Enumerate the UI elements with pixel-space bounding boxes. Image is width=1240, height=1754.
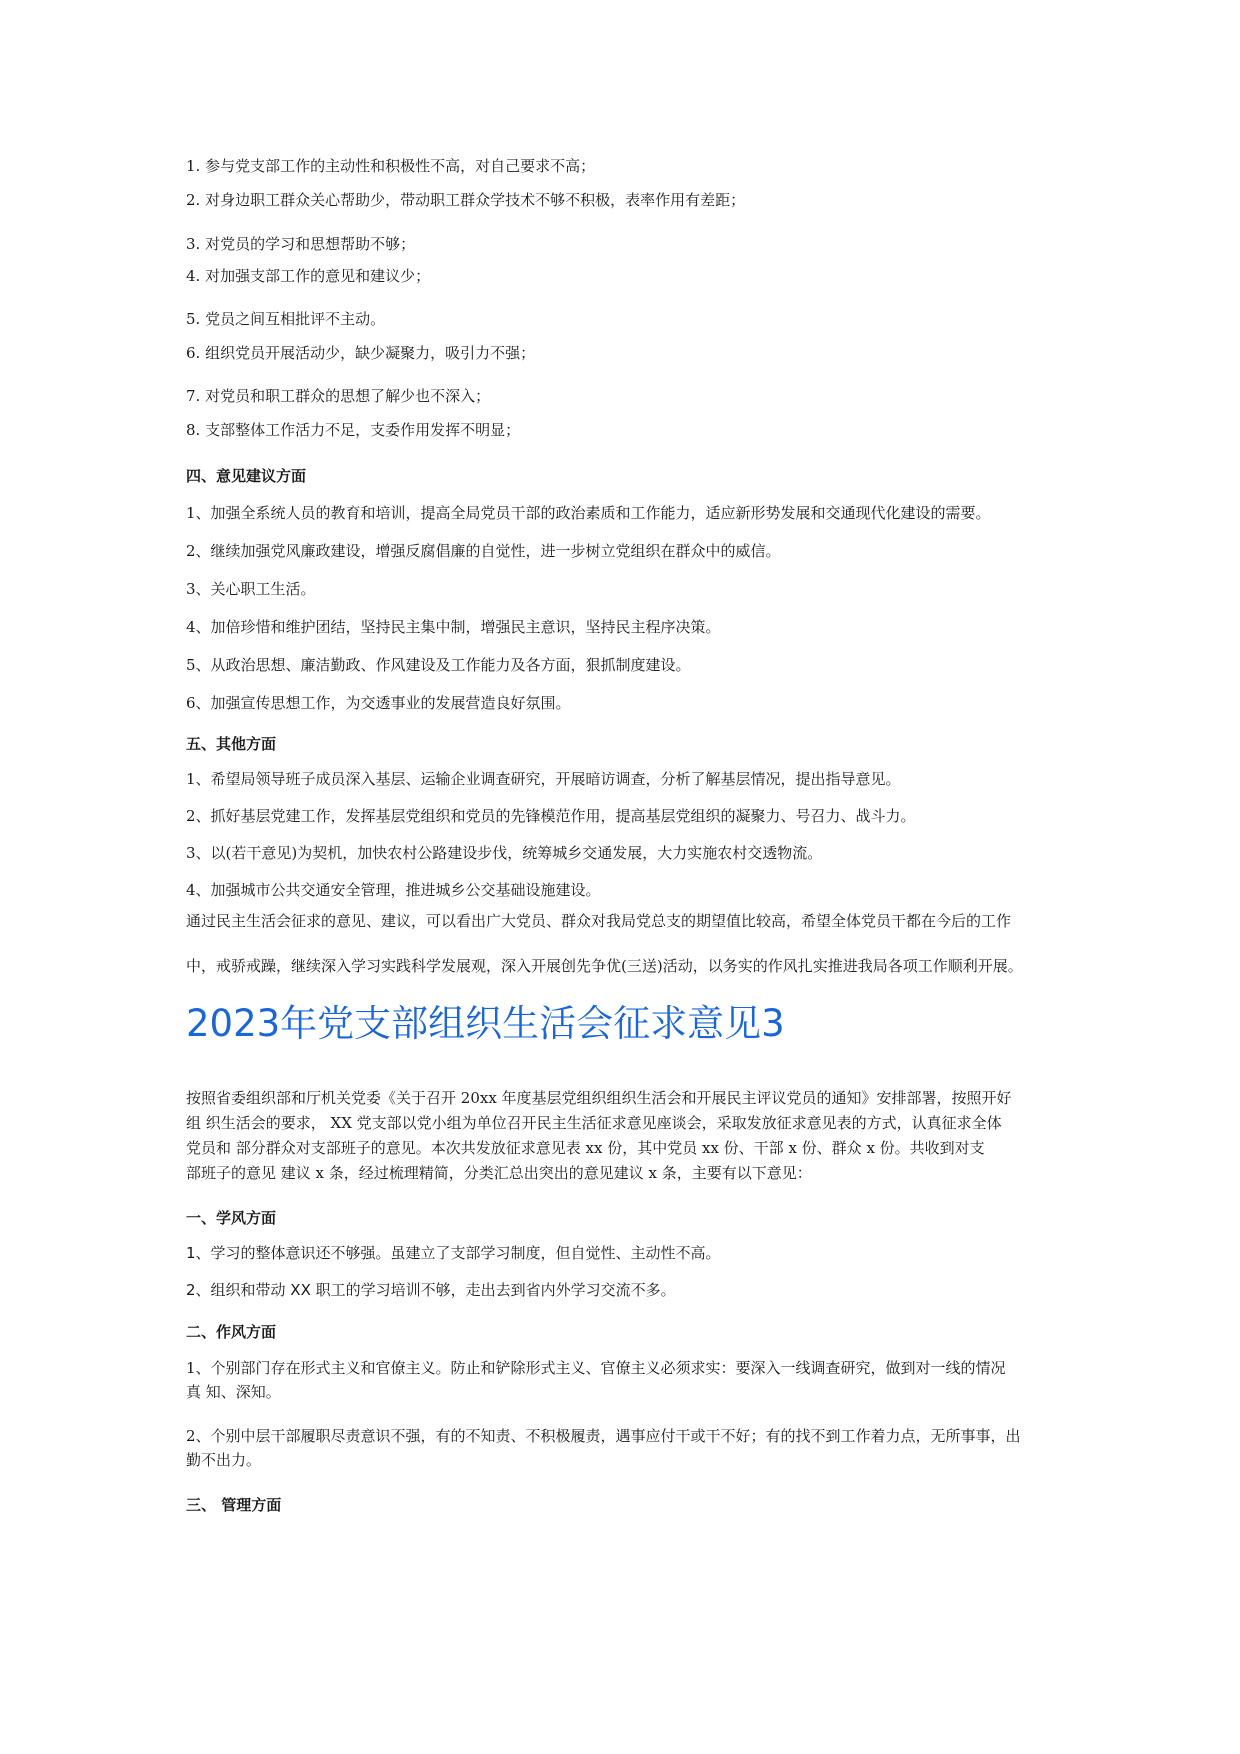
list-item: 5、从政治思想、廉洁勤政、作风建设及工作能力及各方面，狠抓制度建设。: [186, 656, 691, 674]
list-item: 7. 对党员和职工群众的思想了解少也不深入；: [186, 387, 491, 405]
section-heading: 二、作风方面: [186, 1323, 277, 1341]
section-heading: 三、 管理方面: [186, 1496, 282, 1514]
section-heading: 四、意见建议方面: [186, 467, 307, 485]
list-item: 5. 党员之间互相批评不主动。: [186, 310, 386, 328]
list-item: 2、组织和带动 XX 职工的学习培训不够，走出去到省内外学习交流不多。: [186, 1281, 676, 1299]
list-item: 6. 组织党员开展活动少，缺少凝聚力，吸引力不强；: [186, 344, 536, 362]
section-heading: 五、其他方面: [186, 735, 277, 753]
list-item: 1、希望局领导班子成员深入基层、运输企业调查研究，开展暗访调查，分析了解基层情况，提出指导意见。: [186, 770, 901, 788]
list-item: 3、以(若干意见)为契机，加快农村公路建设步伐，统筹城乡交通发展，大力实施农村交透物流。: [186, 844, 823, 862]
list-item: 3. 对党员的学习和思想帮助不够；: [186, 235, 416, 253]
list-item: 3、关心职工生活。: [186, 580, 316, 598]
paragraph-line: 组 织生活会的要求， XX 党支部以党小组为单位召开民主生活征求意见座谈会，采取发放征求意见表的方式，认真征求全体: [186, 1114, 1002, 1132]
paragraph-line: 党员和 部分群众对支部班子的意见。本次共发放征求意见表 xx 份，其中党员 xx 份、干部 x 份、群众 x 份。共收到对支: [186, 1139, 985, 1157]
list-item: 2、继续加强党风廉政建设，增强反腐倡廉的自觉性，进一步树立党组织在群众中的威信。: [186, 542, 781, 560]
article-title: 2023年党支部组织生活会征求意见3: [186, 1002, 785, 1045]
list-item: 2、抓好基层党建工作，发挥基层党组织和党员的先锋模范作用，提高基层党组织的凝聚力、号召力、战斗力。: [186, 807, 916, 825]
paragraph-line: 2、个别中层干部履职尽责意识不强，有的不知责、不积极履责，遇事应付干或干不好；有的找不到工作着力点，无所事事，出: [186, 1427, 1021, 1445]
paragraph-line: 通过民主生活会征求的意见、建议，可以看出广大党员、群众对我局党总支的期望值比较高，希望全体党员干都在今后的工作: [186, 912, 1012, 930]
list-item: 1、加强全系统人员的教育和培训，提高全局党员干部的政治素质和工作能力，适应新形势发展和交通现代化建设的需要。: [186, 504, 991, 522]
list-item: 6、加强宣传思想工作，为交透事业的发展营造良好氛围。: [186, 694, 571, 712]
list-item: 2. 对身边职工群众关心帮助少，带动职工群众学技术不够不积极，表率作用有差距；: [186, 191, 746, 209]
list-item: 4. 对加强支部工作的意见和建议少；: [186, 267, 431, 285]
list-item: 8. 支部整体工作活力不足，支委作用发挥不明显；: [186, 421, 521, 439]
list-item: 4、加倍珍惜和维护团结，坚持民主集中制，增强民主意识，坚持民主程序决策。: [186, 618, 721, 636]
paragraph-line: 按照省委组织部和厅机关党委《关于召开 20xx 年度基层党组织组织生活会和开展民主评议党员的通知》安排部署，按照开好: [186, 1089, 1012, 1107]
paragraph-line: 真 知、深知。: [186, 1383, 281, 1401]
paragraph-line: 部班子的意见 建议 x 条，经过梳理精简，分类汇总出突出的意见建议 x 条，主要有以下意见：: [186, 1164, 812, 1182]
list-item: 1. 参与党支部工作的主动性和积极性不高，对自己要求不高；: [186, 157, 596, 175]
section-heading: 一、学风方面: [186, 1209, 277, 1227]
paragraph-line: 1、个别部门存在形式主义和官僚主义。防止和铲除形式主义、官僚主义必须求实：要深入一线调查研究，做到对一线的情况: [186, 1359, 1006, 1377]
paragraph-line: 中，戒骄戒躁，继续深入学习实践科学发展观，深入开展创先争优(三送)活动，以务实的作风扎实推进我局各项工作顺利开展。: [186, 957, 1023, 975]
paragraph-line: 勤不出力。: [186, 1451, 262, 1469]
list-item: 1、学习的整体意识还不够强。虽建立了支部学习制度，但自觉性、主动性不高。: [186, 1244, 721, 1262]
list-item: 4、加强城市公共交通安全管理，推进城乡公交基础设施建设。: [186, 881, 601, 899]
